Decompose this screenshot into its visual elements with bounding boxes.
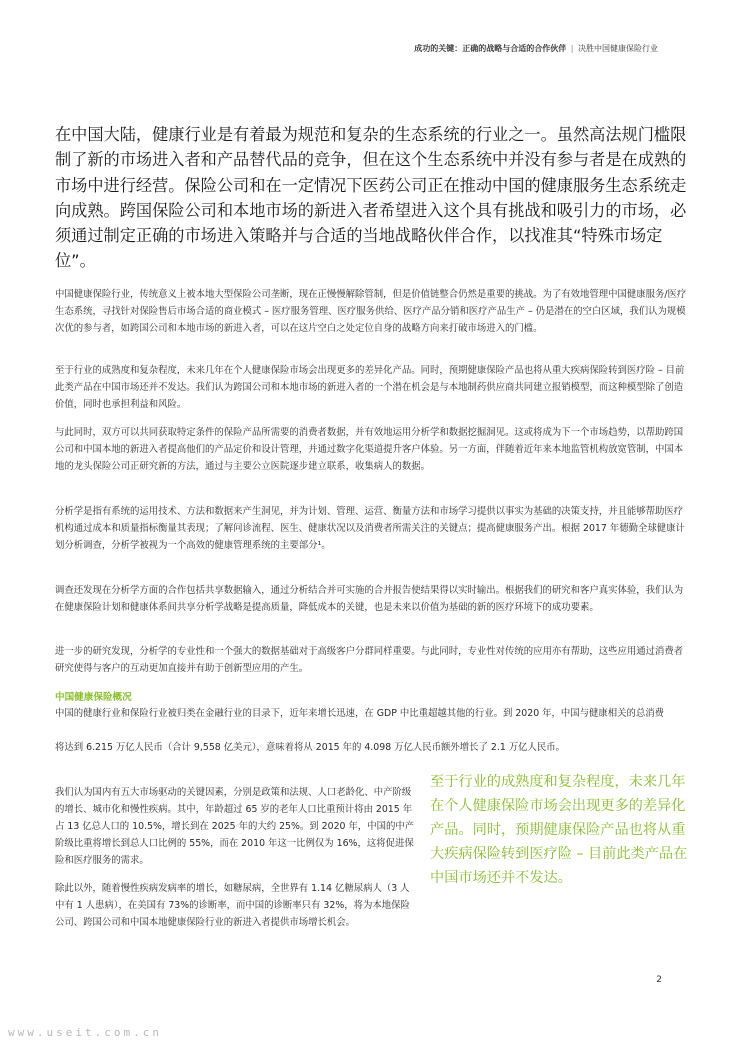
watermark: www.useit.com.cn [8, 1026, 162, 1039]
section-paragraph-1a: 中国的健康行业和保险行业被归类在金融行业的目录下，近年来增长迅速，在 GDP 中比重超越其他的行业。到 2020 年，中国与健康相关的总消费 [55, 708, 665, 719]
section-paragraph-3: 除此以外，随着慢性疾病发病率的增长，如糖尿病，全世界有 1.14 亿糖尿病人（3 人中有 1 人患病），在美国有 73%的诊断率，而中国的诊断率只有 32%，将为本地保险公司、跨国公司和中国本地健康保险行业的新进入者提供市场增长机会。 [55, 883, 410, 928]
header-subtitle: 决胜中国健康保险行业 [578, 44, 658, 53]
running-header [414, 43, 658, 54]
lead-paragraph: 在中国大陆，健康行业是有着最为规范和复杂的生态系统的行业之一。虽然高法规门槛限制了新的市场进入者和产品替代品的竞争，但在这个生态系统中并没有参与者是在成熟的市场中进行经营。保险公司和在一定情况下医药公司正在推动中国的健康服务生态系统走向成熟。跨国保险公司和本地市场的新进入者希望进入这个具有挑战和吸引力的市场，必须通过制定正确的市场进入策略并与合适的当地战略伙伴合作，以找准其“特殊市场定位”。 [55, 125, 687, 271]
page-number: 2 [656, 975, 662, 985]
body-paragraph-3: 与此同时，双方可以共同获取特定条件的保险产品所需要的消费者数据，并有效地运用分析学和数据挖掘洞见。这或将成为下一个市场趋势，以帮助跨国公司和中国本地的新进入者提高他们的产品定价和设计管理，并通过数字化渠道提升客户体验。另一方面，伴随着近年来本地监管机构放宽管制，中国本地的龙头保险公司正研究新的方法，通过与主要公立医院逐步建立联系，收集病人的数据。 [55, 427, 684, 472]
section-title: 中国健康保险概况 [55, 692, 132, 703]
body-paragraph-6: 进一步的研究发现，分析学的专业性和一个强大的数据基础对于高级客户分群同样重要。与此同时，专业性对传统的应用亦有帮助，这些应用通过消费者研究使得与客户的互动更加直接并有助于创新型应用的产生。 [55, 646, 684, 674]
header-separator: | [570, 44, 574, 53]
section-paragraph-1b: 将达到 6.215 万亿人民币（合计 9,558 亿美元），意味着将从 2015 年的 4.098 万亿人民币额外增长了 2.1 万亿人民币。 [55, 742, 566, 753]
header-title: 成功的关键：正确的战略与合适的合作伙伴 [414, 44, 567, 53]
body-paragraph-2: 至于行业的成熟度和复杂程度，未来几年在个人健康保险市场会出现更多的差异化产品。同时，预期健康保险产品也将从重大疾病保险转到医疗险 – 目前此类产品在中国市场还并不发达。我们认为跨国公司和本地市场的新进入者的一个潜在机会是与本地制药供应商共同建立报销模型，而这种模型除了创造价值，同时也承担利益和风险。 [55, 365, 685, 410]
body-paragraph-1: 中国健康保险行业，传统意义上被本地大型保险公司垄断，现在正慢慢解除管制，但是价值链整合仍然是重要的挑战。为了有效地管理中国健康服务/医疗生态系统，寻找针对保险售后市场合适的商业模式 – 医疗服务管理、医疗服务供给、医疗产品分销和医疗产品生产 – 仍是潜在的空白区域，我们认为规模次优的参与者，如跨国公司和本地市场的新进入者，可以在这片空白之处定位自身的战略方向来打破市场进入的门槛。 [55, 289, 687, 334]
section-paragraph-2: 我们认为国内有五大市场驱动的关键因素，分别是政策和法规、人口老龄化、中产阶级的增长、城市化和慢性疾病。其中，年龄超过 65 岁的老年人口比重预计将由 2015 年占 13 亿总人口的 10.5%，增长到在 2025 年的大约 25%。到 2020 年，中国的中产阶级比重将增长到总人口比例的 55%，而在 2010 年这一比例仅为 16%，这将促进保险和医疗服务的需求。 [55, 787, 415, 866]
body-paragraph-4: 分析学是指有系统的运用技术、方法和数据来产生洞见，并为计划、管理、运营、衡量方法和市场学习提供以事实为基础的决策支持，并且能够帮助医疗机构通过成本和质量指标衡量其表现；了解问诊流程、医生、健康状况以及消费者所需关注的关键点；提高健康服务产出。根据 2017 年德勤全球健康计划分析调查，分析学被视为一个高效的健康管理系统的主要部分¹。 [55, 506, 685, 551]
pull-quote: 至于行业的成熟度和复杂程度，未来几年在个人健康保险市场会出现更多的差异化产品。同时，预期健康保险产品也将从重大疾病保险转到医疗险 – 目前此类产品在中国市场还并不发达。 [430, 774, 688, 886]
body-paragraph-5: 调查还发现在分析学方面的合作包括共享数据输入，通过分析结合并可实施的合并报告使结果得以实时输出。根据我们的研究和客户真实体验，我们认为在健康保险计划和健康体系间共享分析学战略是提高质量，降低成本的关键，也是未来以价值为基础的新的医疗环境下的成功要素。 [55, 585, 684, 613]
